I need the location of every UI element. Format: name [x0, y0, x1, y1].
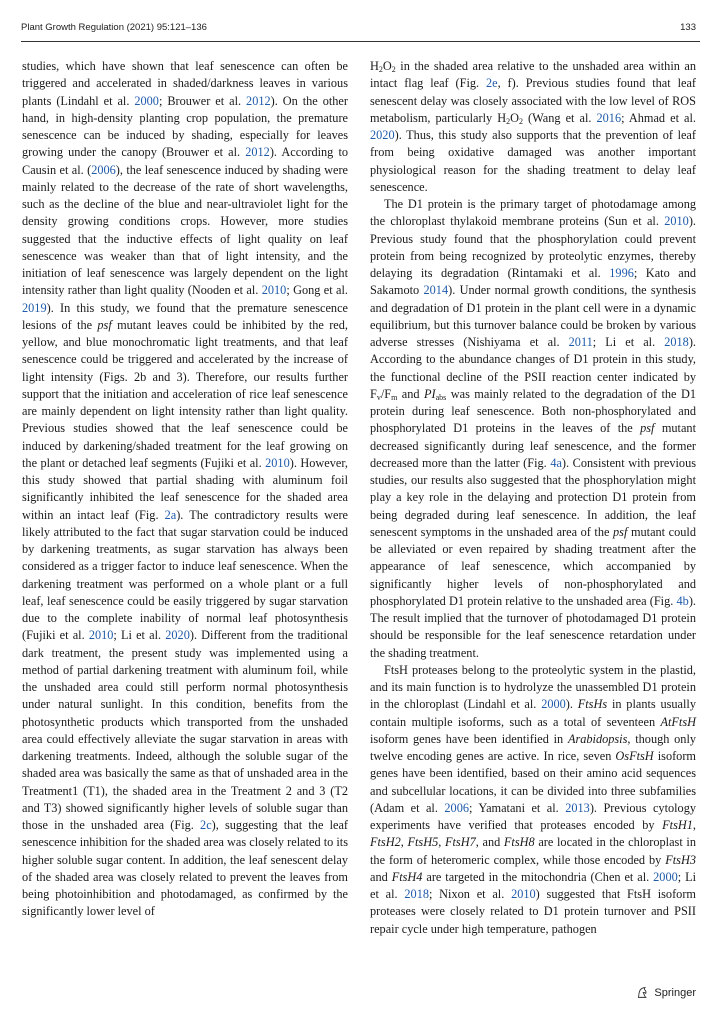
italic-term: AtFtsH — [660, 714, 696, 729]
citation-link[interactable]: 2010 — [88, 628, 114, 643]
italic-term: PI — [424, 386, 436, 401]
citation-link[interactable]: 2000 — [653, 869, 678, 884]
text-run: ). Previous cytology experiments have verified that proteases encoded by — [370, 800, 696, 832]
citation-link[interactable]: 2010 — [664, 214, 689, 229]
publisher-name: Springer — [654, 986, 696, 999]
left-column — [22, 58, 348, 921]
subscript: 2 — [506, 116, 511, 126]
text-run: ). Previous study found that the phosphorylation could prevent protein from being recognized by proteolytic enzymes, thereby delaying its degradation (Rintamaki et al. — [370, 214, 696, 280]
text-run: , — [692, 818, 696, 832]
subscript: 2 — [378, 65, 383, 74]
citation-link[interactable]: 2e — [485, 76, 498, 91]
body-paragraph — [22, 58, 348, 921]
citation-link[interactable]: 2019 — [22, 300, 47, 315]
text-run: /F — [380, 386, 392, 401]
citation-link[interactable]: 2013 — [565, 800, 590, 815]
text-run: H — [370, 59, 379, 73]
text-run: ). However, this study showed that partial shading with aluminum foil significantly inhibited the leaf senescence for the shaded area within an intact leaf (Fig. — [22, 455, 348, 522]
italic-term: FtsH2 — [370, 835, 401, 850]
citation-link[interactable]: 2010 — [265, 455, 290, 470]
text-run: isoform genes have been identified in — [370, 731, 568, 746]
text-run: ). On the other hand, in high-density planting crop population, the premature senescence can be induced by shading, especially for leaves growing under the canopy (Brouwer et al. — [22, 93, 348, 160]
citation-link[interactable]: 2014 — [423, 283, 449, 298]
text-run: in plants usually contain multiple isoforms, such as a total of seventeen — [370, 697, 696, 729]
text-run: ). According to Causin et al. ( — [22, 145, 349, 177]
journal-citation: Plant Growth Regulation (2021) 95:121–136 — [21, 22, 207, 33]
citation-link[interactable]: 4a — [550, 455, 562, 470]
text-run: was mainly related to the degradation of the D1 protein during leaf senescence. Both non-phosphorylated and phosphorylated D1 proteins in the leaves of the — [370, 386, 696, 436]
text-run: ), the leaf senescence induced by shading were mainly related to the decrease of the rate of short wavelengths, such as the decline of the blue and near-ultraviolet light for the density growing conditions crops. However, more studies suggested that the inductive effects of light quality on leaf senescence was weaker than that of light intensity, and the initiation of leaf senescence was largely dependent on the light intensity rather than light quality (Nooden et al. — [22, 162, 348, 298]
italic-term: FtsH3 — [665, 852, 696, 867]
text-run: and — [370, 869, 392, 884]
text-run: ; Li et al. — [592, 335, 665, 349]
citation-link[interactable]: 2011 — [568, 335, 593, 349]
text-run: isoform genes have been identified, based on their amino acid sequences and subcellular locations, it can be divided into three subfamilies (Adam et al. — [370, 749, 696, 815]
citation-link[interactable]: 2006 — [444, 800, 469, 815]
text-run: , — [438, 835, 445, 850]
citation-link[interactable]: 2020 — [165, 628, 190, 643]
text-run: FtsH proteases belong to the proteolytic system in the plastid, and its main function is to hydrolyze the unassembled D1 protein in the chloroplast (Lindahl et al. — [370, 662, 696, 712]
text-run: ; Kato and Sakamoto — [370, 266, 696, 298]
right-column — [370, 58, 696, 938]
body-paragraph — [370, 196, 696, 662]
subscript: abs — [435, 392, 447, 402]
italic-term: OsFtsH — [615, 749, 654, 763]
italic-term: FtsHs — [577, 697, 608, 712]
citation-link[interactable]: 2012 — [245, 145, 270, 160]
text-run: mutant could be alleviated or even repaired by shading treatment after the appearance of leaf senescence, which accompanied by significantly higher levels of non-phosphorylated and phosphorylated D1 protein relative to the unshaded area (Fig. — [370, 524, 696, 608]
text-run: ), suggesting that the leaf senescence inhibition for the shaded area was closely related to its higher soluble sugar content. In addition, the leaf senescent delay of the shaded area was closely related to prevent the leaves from being photoinhibition and photodamaged, as confirmed by the significantly lower level of — [22, 818, 348, 919]
citation-link[interactable]: 2018 — [404, 887, 429, 901]
citation-link[interactable]: 2006 — [91, 162, 116, 177]
subscript: 2 — [391, 65, 396, 74]
text-run: , f). Previous studies found that leaf senescent delay was closely associated with the low level of ROS metabolism, particularly H — [370, 76, 696, 125]
citation-link[interactable]: 1996 — [609, 266, 634, 280]
text-run: mutant leaves could be inhibited by the red, yellow, and blue monochromatic light treatments, and that leaf senescence could be triggered and accelerated by the increase of light intensity (Figs. 2b and 3). Therefore, our results further support that the initiation and acceleration of rice leaf senescence are mainly dependent on light intensity rather than light quality. Previous studies showed that the leaf senescence could be induced by darkening/shaded treatment for the leaf growing on the plant or detached leaf segments (Fujiki et al. — [22, 317, 348, 470]
citation-link[interactable]: 2020 — [370, 128, 395, 142]
italic-term: FtsH4 — [391, 869, 423, 884]
body-paragraph — [370, 58, 696, 196]
citation-link[interactable]: 2000 — [541, 697, 566, 712]
text-run: ). Different from the traditional dark treatment, the present study was implemented using a method of partial darkening treatment with aluminum foil, while the unshaded area could still perform normal photosynthesis under natural sunlight. In this condition, benefits from the photosynthetic products which transported from the unshaded area could effectively alleviate the sugar starvation in areas with darkening treatments. Indeed, although the soluble sugar of the shaded area was basically the same as that of unshaded area in the Treatment1 (T1), the shaded area in the Treatment 2 and 3 (T2 and T3) showed significantly higher levels of soluble sugar than those in the unshaded area (Fig. — [22, 628, 348, 832]
citation-link[interactable]: 2016 — [596, 110, 622, 125]
italic-term: psf — [640, 421, 655, 436]
italic-term: FtsH8 — [503, 835, 535, 850]
text-run: O — [382, 59, 392, 73]
text-run: ; Gong et al. — [286, 283, 348, 298]
text-run: are targeted in the mitochondria (Chen et al. — [422, 869, 654, 884]
header-rule — [21, 41, 700, 42]
text-run: ). Consistent with previous studies, our results also suggested that the phosphorylation might play a key role in the delaying and protection D1 protein from being degraded during leaf senescence. In addition, the leaf senescent symptoms in the unshaded area of the — [370, 455, 696, 539]
text-run: ; Li et al. — [113, 628, 166, 643]
text-run: ; Li et al. — [370, 869, 696, 901]
citation-link[interactable]: 2018 — [664, 335, 689, 349]
text-run: ). Under normal growth conditions, the synthesis and degradation of D1 protein in the plant cell were in a dynamic equilibrium, but this turnover balance could be broken by various adverse stresses (Nishiyama et al. — [370, 283, 696, 349]
text-run: ; Brouwer et al. — [158, 93, 247, 108]
subscript: m — [391, 392, 398, 402]
citation-link[interactable]: 4b — [676, 593, 689, 608]
text-run: are located in the chloroplast in the form of heteromeric complex, while those encoded by — [370, 835, 696, 867]
citation-link[interactable]: 2010 — [511, 887, 536, 901]
text-run: mutant decreased significantly during leaf senescence, and the former decreased more than the latter (Fig. — [370, 421, 696, 470]
text-run: , though only twelve encoding genes are active. In rice, seven — [370, 731, 697, 763]
text-run: , and — [475, 835, 504, 850]
text-run: ; Yamatani et al. — [468, 800, 566, 815]
text-run: ; Nixon et al. — [428, 887, 512, 901]
text-run: in the shaded area relative to the unshaded area within an intact flag leaf (Fig. — [370, 59, 696, 91]
italic-term: psf — [97, 317, 112, 332]
text-run: ). The result implied that the turnover of photodamaged D1 protein should be responsible for the leaf senescence retardation under the shading treatment. — [370, 593, 696, 660]
text-run: ). According to the abundance changes of D1 protein in this study, the functional decline of the PSII reaction center indicated by F — [370, 335, 696, 401]
text-run: studies, which have shown that leaf senescence can often be triggered and accelerated in shaded/darkness leaves in various plants (Lindahl et al. — [22, 59, 348, 108]
subscript: v — [376, 392, 381, 402]
text-run: ) suggested that FtsH isoform proteases were closely related to D1 protein turnover and PSII repair cycle under high temperature, pathogen — [370, 887, 696, 936]
text-run: O — [510, 110, 519, 125]
text-run: ). In this study, we found that the premature senescence lesions of the — [22, 300, 348, 332]
subscript: 2 — [519, 116, 523, 126]
italic-term: psf — [613, 524, 628, 539]
text-run: (Wang et al. — [523, 110, 597, 125]
citation-link[interactable]: 2a — [164, 507, 177, 522]
citation-link[interactable]: 2c — [200, 818, 212, 832]
italic-term: Arabidopsis — [567, 731, 628, 746]
page-number: 133 — [680, 22, 696, 33]
running-header — [21, 22, 700, 36]
text-run: ). — [565, 697, 578, 712]
text-run: The D1 protein is the primary target of photodamage among the chloroplast thylakoid membrane proteins (Sun et al. — [370, 197, 696, 229]
text-run: ; Ahmad et al. — [621, 110, 697, 125]
italic-term: FtsH1 — [662, 818, 693, 832]
text-run: and — [397, 386, 424, 401]
body-paragraph — [370, 662, 696, 938]
italic-term: FtsH5 — [407, 835, 439, 850]
publisher-footer — [636, 986, 696, 999]
italic-term: FtsH7 — [445, 835, 476, 850]
springer-horse-icon — [636, 986, 649, 999]
text-run: ). The contradictory results were likely attributed to the fact that sugar starvation could be induced by darkening treatments, as sugar starvation has always been considered as a trigger factor to induce leaf senescence. When the darkening treatment was performed on a whole plant or a full leaf, leaf senescence could be easily triggered by sugar starvation due to the complete inability of normal leaf photosynthesis (Fujiki et al. — [22, 507, 349, 643]
citation-link[interactable]: 2012 — [246, 93, 271, 108]
text-run: ). Thus, this study also supports that the prevention of leaf from being oxidative damaged was another important physiological reason for the shading treatment to delay leaf senescence. — [370, 128, 696, 194]
citation-link[interactable]: 2000 — [134, 93, 159, 108]
citation-link[interactable]: 2010 — [261, 283, 287, 298]
text-run: , — [400, 835, 408, 850]
